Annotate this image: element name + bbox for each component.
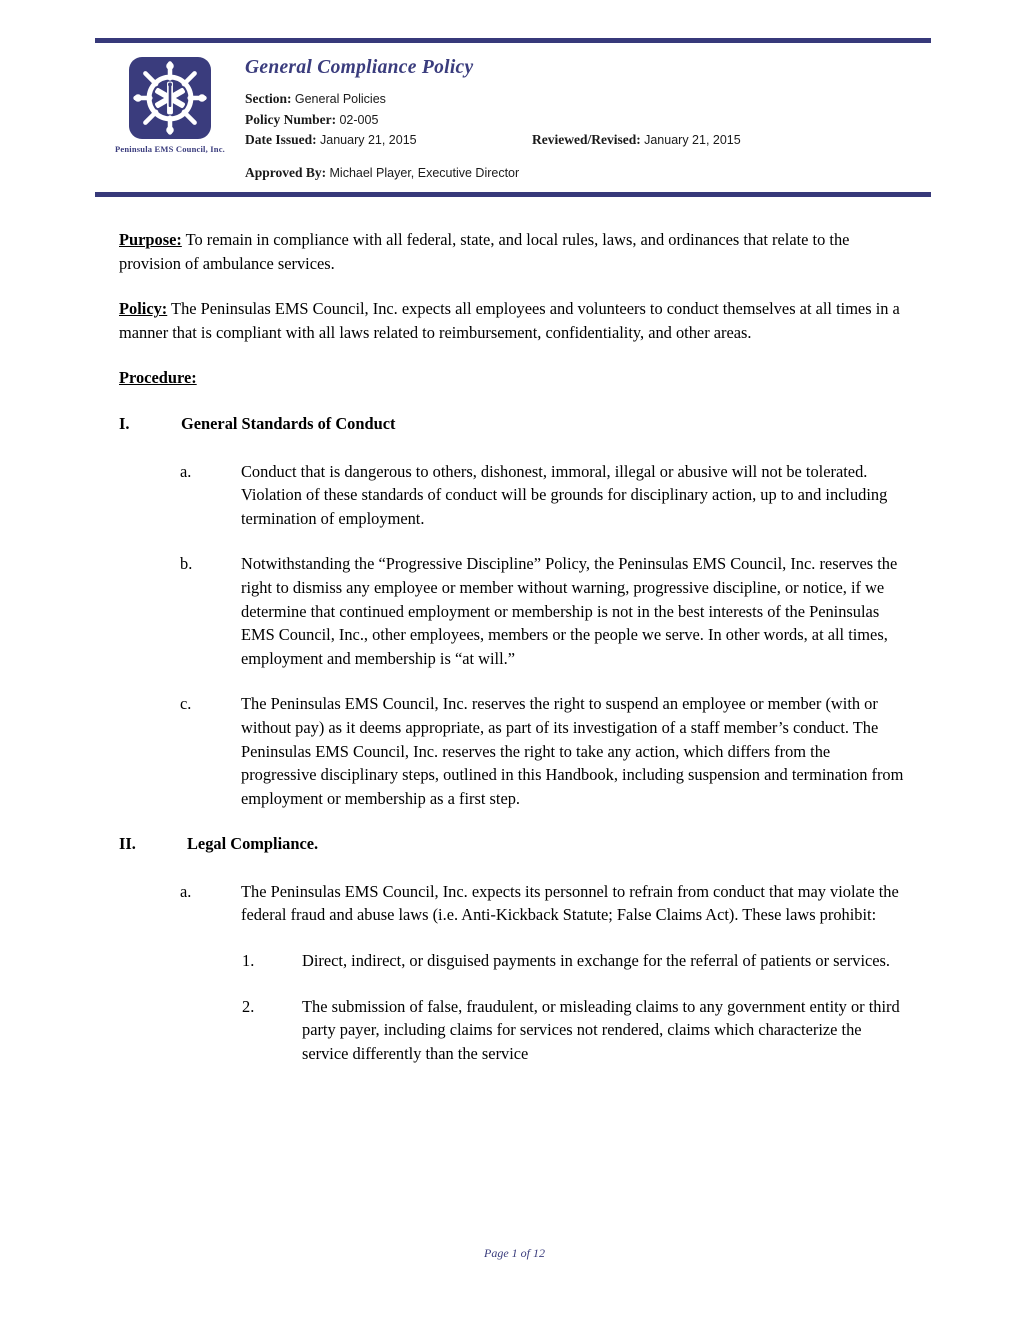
date-issued-value: January 21, 2015 xyxy=(320,133,417,148)
list-marker: 2. xyxy=(242,996,255,1016)
date-issued-line xyxy=(245,130,931,151)
approved-by-line xyxy=(245,163,931,184)
procedure-label: Procedure: xyxy=(119,368,197,388)
list-item xyxy=(119,995,909,1066)
list-item xyxy=(119,880,909,927)
policy-text: The Peninsulas EMS Council, Inc. expects all employees and volunteers to conduct themselves at all times in a manner that is compliant with all laws related to reimbursement, confidentiality, and other areas. xyxy=(119,299,900,342)
reviewed-revised-group xyxy=(532,130,741,151)
document-body xyxy=(119,228,909,1087)
page-title: General Compliance Policy xyxy=(245,57,474,78)
reviewed-revised-value: January 21, 2015 xyxy=(644,133,741,148)
list-text: The Peninsulas EMS Council, Inc. reserves the right to suspend an employee or member (with or without pay) as it deems appropriate, as part of its investigation of a staff member’s conduct. The Peninsulas EMS Council, Inc. reserves the right to take any action, which differs from the progressive disciplinary steps, outlined in this Handbook, including suspension and termination from employment or membership as a first step. xyxy=(241,694,904,808)
purpose-paragraph xyxy=(119,228,909,275)
section-title: Legal Compliance. xyxy=(187,834,319,854)
policy-label: Policy: xyxy=(119,299,168,319)
header-meta-column xyxy=(245,55,931,183)
list-text: The submission of false, fraudulent, or misleading claims to any government entity or third party payer, including claims for services not rendered, claims which characterize the service differently than the service xyxy=(302,996,900,1063)
list-item xyxy=(119,949,909,973)
list-item xyxy=(119,552,909,670)
logo-column xyxy=(95,55,245,154)
page-number-label: Page 1 of 12 xyxy=(484,1246,545,1260)
list-marker: b. xyxy=(180,554,193,574)
document-header xyxy=(95,38,931,197)
list-item xyxy=(119,460,909,531)
approved-by-label: Approved By: xyxy=(245,164,327,180)
date-issued-label: Date Issued: xyxy=(245,132,317,148)
policy-number-value: 02-005 xyxy=(339,112,379,127)
ship-wheel-star-of-life-icon xyxy=(129,57,211,139)
header-bottom-rule xyxy=(95,192,931,197)
procedure-heading xyxy=(119,366,909,390)
section-title: General Standards of Conduct xyxy=(181,413,396,433)
section-marker: I. xyxy=(119,413,130,433)
policy-number-label: Policy Number: xyxy=(245,111,337,127)
logo-caption: Peninsula EMS Council, Inc. xyxy=(114,144,226,154)
section-heading-row xyxy=(119,832,909,856)
policy-paragraph xyxy=(119,297,909,344)
list-marker: 1. xyxy=(242,951,255,971)
purpose-label: Purpose: xyxy=(119,230,182,249)
list-marker: a. xyxy=(180,461,192,481)
section-line xyxy=(245,89,931,110)
section-label: Section: xyxy=(245,91,292,107)
list-item xyxy=(119,692,909,810)
purpose-text: To remain in compliance with all federal, state, and local rules, laws, and ordinances that relate to the provision of ambulance services. xyxy=(119,230,850,273)
list-marker: c. xyxy=(180,694,192,714)
section-heading-row xyxy=(119,412,909,436)
header-content xyxy=(95,43,931,191)
section-marker: II. xyxy=(119,834,136,854)
page-footer xyxy=(0,1246,1029,1261)
policy-number-line xyxy=(245,110,931,131)
list-text: Conduct that is dangerous to others, dishonest, immoral, illegal or abusive will not be tolerated. Violation of these standards of conduct will be grounds for disciplinary action, up to and including termination of employment. xyxy=(241,461,888,528)
approved-by-value: Michael Player, Executive Director xyxy=(329,165,520,180)
reviewed-revised-label: Reviewed/Revised: xyxy=(532,132,641,148)
list-marker: a. xyxy=(180,881,192,901)
list-text: Direct, indirect, or disguised payments in exchange for the referral of patients or services. xyxy=(302,951,891,971)
list-text: Notwithstanding the “Progressive Discipline” Policy, the Peninsulas EMS Council, Inc. reserves the right to dismiss any employee or member without warning, progressive discipline, or notice, if we determine that continued employment or membership is not in the best interests of the Peninsulas EMS Council, Inc., other employees, members or the people we serve. In other words, at all times, employment and membership is “at will.” xyxy=(241,554,898,668)
section-value: General Policies xyxy=(294,92,386,107)
list-text: The Peninsulas EMS Council, Inc. expects its personnel to refrain from conduct that may violate the federal fraud and abuse laws (i.e. Anti-Kickback Statute; False Claims Act). These laws prohibit: xyxy=(241,881,899,925)
